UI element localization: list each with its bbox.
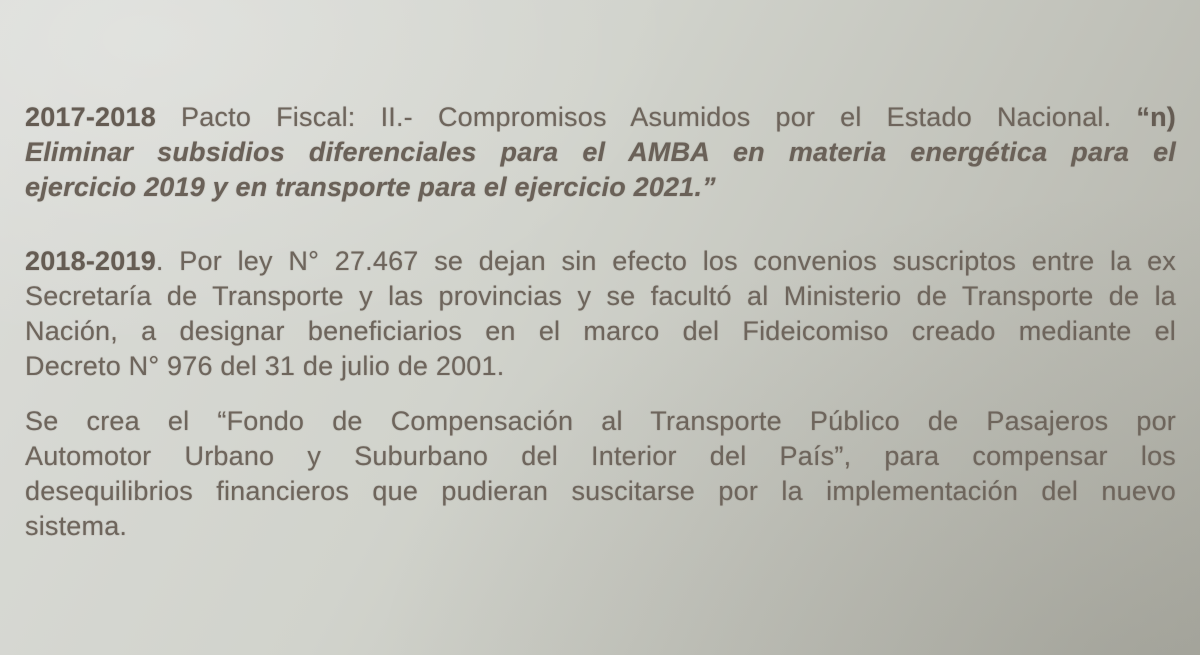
text-segment: Se crea el “Fondo de Compensación al Transporte Público de Pasajeros por	[25, 406, 1176, 436]
text-segment: desequilibrios financieros que pudieran suscitarse por la implementación del nuevo	[25, 476, 1176, 506]
text-line	[25, 404, 1176, 439]
text-line	[25, 170, 1176, 205]
text-line	[25, 314, 1176, 349]
text-line	[25, 135, 1176, 170]
text-line	[25, 100, 1176, 135]
text-segment: 2018-2019	[25, 246, 156, 276]
text-segment: . Por ley N° 27.467 se dejan sin efecto los convenios suscriptos entre la ex	[155, 246, 1176, 276]
paragraph-pacto-fiscal	[25, 100, 1176, 205]
paragraph-fondo-compensacion	[25, 404, 1176, 544]
text-line	[25, 244, 1176, 279]
text-segment: Decreto N° 976 del 31 de julio de 2001.	[25, 351, 505, 381]
text-line	[25, 439, 1176, 474]
text-segment: 2017-2018	[25, 102, 156, 132]
text-segment: Pacto Fiscal: II.- Compromisos Asumidos por el Estado Nacional.	[155, 102, 1137, 132]
text-segment: Eliminar subsidios diferenciales para el AMBA en materia energética para el	[25, 137, 1176, 167]
paragraph-ley-27467	[25, 244, 1176, 384]
text-line	[25, 279, 1176, 314]
text-segment: Secretaría de Transporte y las provincias y se facultó al Ministerio de Transporte de la	[25, 281, 1176, 311]
text-segment: Nación, a designar beneficiarios en el marco del Fideicomiso creado mediante el	[25, 316, 1176, 346]
document-page	[25, 100, 1176, 544]
text-line	[25, 509, 1176, 544]
text-line	[25, 474, 1176, 509]
text-segment: sistema.	[25, 511, 128, 541]
text-line	[25, 349, 1176, 384]
text-segment: Automotor Urbano y Suburbano del Interior del País”, para compensar los	[25, 441, 1176, 471]
text-segment: ejercicio 2019 y en transporte para el ejercicio 2021.”	[25, 172, 716, 202]
text-segment: “n)	[1136, 102, 1176, 132]
